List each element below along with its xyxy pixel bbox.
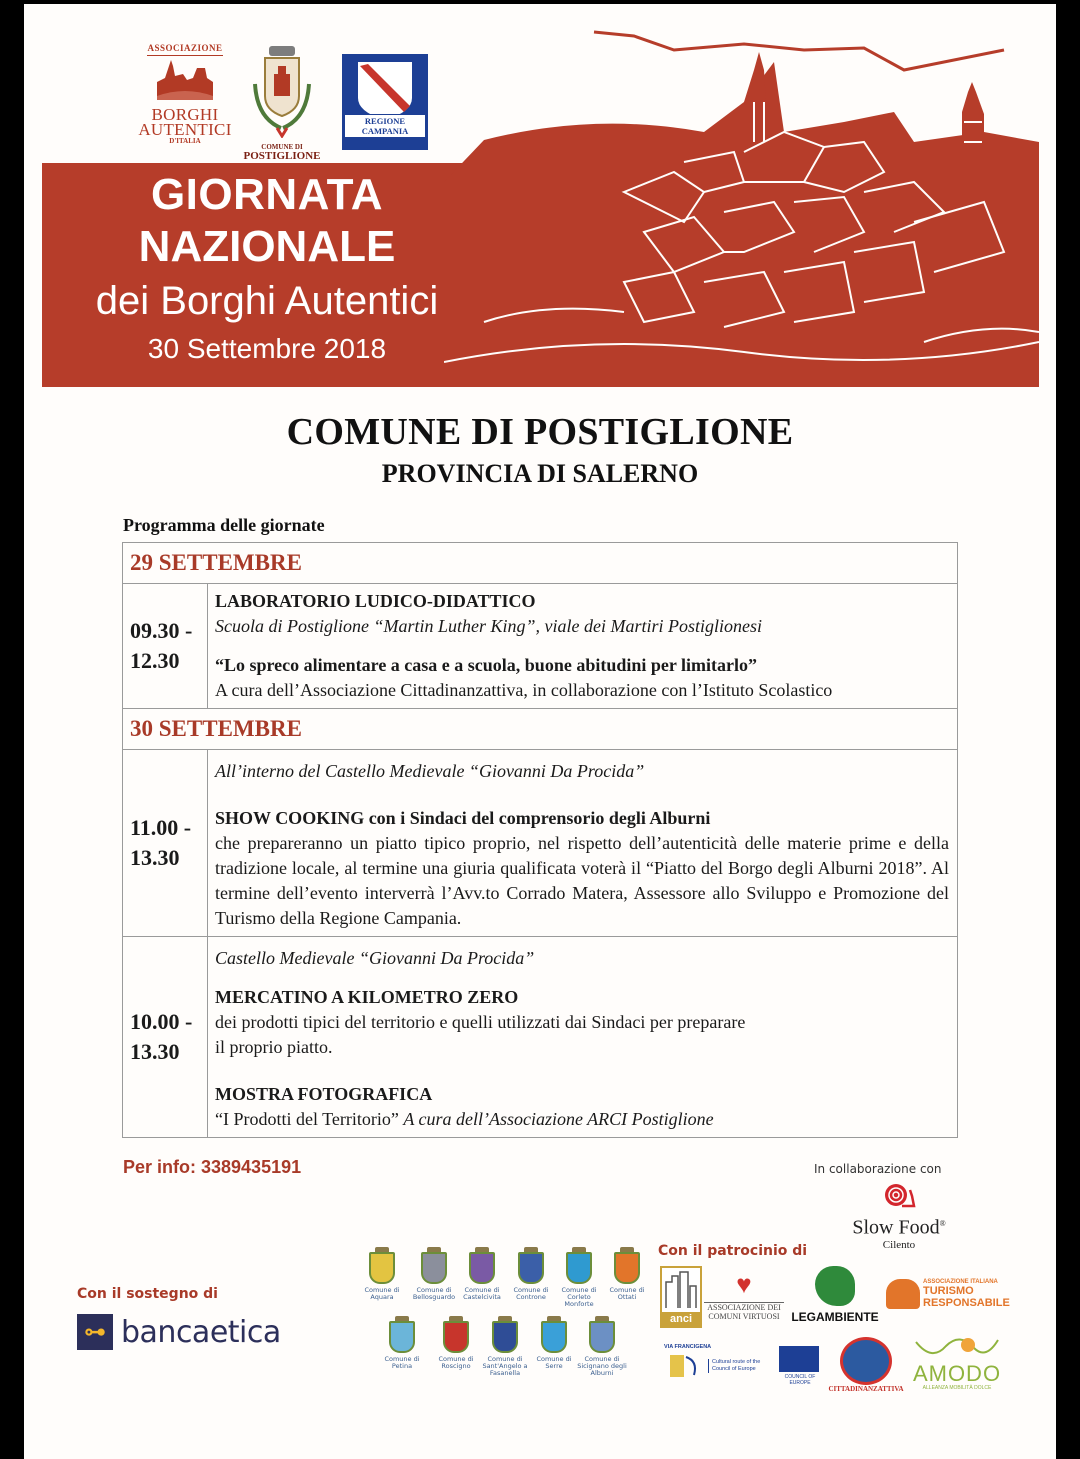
page-subtitle: PROVINCIA DI SALERNO: [381, 459, 699, 488]
crest-label-2: Petina: [391, 1362, 413, 1370]
heart-icon: ♥: [736, 1269, 752, 1299]
slow-food-logo: [836, 1182, 962, 1251]
crest-label-2: Sant'Angelo a Fasanella: [482, 1362, 528, 1377]
pilgrim-icon: [664, 1353, 704, 1379]
bancaetica-mark-icon: ⊶: [77, 1314, 113, 1350]
swan-icon: [815, 1266, 855, 1306]
shield-icon: [421, 1252, 447, 1284]
anci-label: anci: [662, 1312, 700, 1326]
cittadinanzattiva-label: CITTADINANZATTIVA: [828, 1385, 904, 1393]
time-start: 09.30 -: [130, 618, 193, 643]
comune-logo-line1: COMUNE DI: [261, 143, 303, 151]
banner-line3: dei Borghi Autentici: [95, 279, 439, 323]
time-cell: [123, 937, 208, 1138]
time-start: 10.00 -: [130, 1009, 193, 1034]
crest-label-1: Comune di: [487, 1355, 523, 1363]
shield-icon: [541, 1321, 567, 1353]
shield-icon: [492, 1321, 518, 1353]
comune-logo-line2: POSTIGLIONE: [243, 150, 321, 162]
event-cell: [208, 937, 958, 1138]
towers-icon: [662, 1268, 700, 1310]
time-end: 13.30: [130, 845, 180, 870]
banner-text: [42, 163, 492, 369]
event2-line: [215, 1107, 949, 1132]
slow-food-name: [836, 1213, 962, 1239]
comune-crest: [355, 1247, 409, 1301]
day-heading: 29 SETTEMBRE: [123, 543, 958, 584]
event-location: Scuola di Postiglione “Martin Luther King”, viale dei Martiri Postiglionesi: [215, 616, 762, 636]
coat-of-arms-icon: [247, 44, 317, 138]
crest-label-1: Comune di: [464, 1286, 500, 1294]
shield-icon: [614, 1252, 640, 1284]
coe-stars-icon: [779, 1346, 819, 1372]
event-cell: [208, 750, 958, 937]
event2-title: MOSTRA FOTOGRAFICA: [215, 1084, 433, 1104]
shield-icon: [389, 1321, 415, 1353]
table-row: [123, 937, 958, 1138]
francigena-label: VIA FRANCIGENA: [664, 1344, 712, 1350]
event-title: MERCATINO A KILOMETRO ZERO: [215, 987, 519, 1007]
cittadinanzattiva-logo: [826, 1337, 906, 1393]
coe-label: COUNCIL OF EUROPE: [784, 1374, 816, 1386]
table-row: [123, 750, 958, 937]
event-location: All’interno del Castello Medievale “Giovanni Da Procida”: [215, 761, 645, 781]
crest-label-1: Comune di: [416, 1286, 452, 1294]
comuni-virtuosi-logo: [704, 1266, 784, 1321]
comune-crest: [600, 1247, 654, 1301]
poster-page: [24, 4, 1056, 1459]
event2-quote: “I Prodotti del Territorio”: [215, 1109, 399, 1129]
crest-label-1: Comune di: [609, 1286, 645, 1294]
legambiente-logo: [789, 1266, 881, 1324]
slow-food-region: Cilento: [882, 1238, 916, 1251]
crest-label-1: Comune di: [364, 1286, 400, 1294]
day-heading: 30 SETTEMBRE: [123, 709, 958, 750]
bancaetica-logo: [77, 1314, 281, 1350]
via-francigena-logo: [664, 1344, 774, 1379]
table-row: [123, 584, 958, 709]
francigena-sub: Cultural route of the Council of Europe: [708, 1359, 768, 1373]
council-of-europe-logo: [779, 1344, 821, 1386]
turismo-word: TURISMO: [923, 1285, 974, 1297]
event-note: A cura dell’Associazione Cittadinanzattiva, in collaborazione con l’Istituto Scolastico: [215, 680, 833, 700]
shield-icon: [469, 1252, 495, 1284]
crest-label-1: Comune di: [384, 1355, 420, 1363]
programme-table: [122, 542, 958, 1138]
time-end: 13.30: [130, 1039, 180, 1064]
crest-label-1: Comune di: [584, 1355, 620, 1363]
collaboration-label: In collaborazione con: [814, 1162, 942, 1176]
comune-crest: [552, 1247, 606, 1308]
responsabile-word: RESPONSABILE: [923, 1297, 1010, 1309]
shield-icon: [566, 1252, 592, 1284]
day-row: [123, 543, 958, 584]
comune-crest: [575, 1316, 629, 1377]
banner-line2: NAZIONALE: [138, 222, 396, 271]
page-title: COMUNE DI POSTIGLIONE: [286, 411, 794, 453]
event-title: SHOW COOKING con i Sindaci del comprensorio degli Alburni: [215, 808, 711, 828]
event-description-line2: il proprio piatto.: [215, 1037, 333, 1057]
regione-campania-logo: [342, 54, 428, 150]
event-subtitle: “Lo spreco alimentare a casa e a scuola, buone abitudini per limitarlo”: [215, 655, 758, 675]
day-row: [123, 709, 958, 750]
crest-label-2: Corleto Monforte: [564, 1293, 594, 1308]
registered-mark: ®: [939, 1219, 946, 1228]
event-location: Castello Medievale “Giovanni Da Procida”: [215, 948, 535, 968]
time-start: 11.00 -: [130, 815, 192, 840]
event-description: che prepareranno un piatto tipico proprio, nel rispetto dell’autenticità delle materie prime e della tradizione locale, al termine una giuria qualificata voterà il “Piatto del Borgo degli Alburni 2018”. Al termine dell’evento interverrà l’Avv.to Corrado Matera, Assessore allo Sviluppo e Promozione del Turismo della Regione Campania.: [215, 833, 949, 928]
snail-icon: [882, 1182, 916, 1208]
comune-crest: [455, 1247, 509, 1301]
patronage-label: Con il patrocinio di: [658, 1243, 808, 1259]
logo-assoc-text: ASSOCIAZIONE: [147, 43, 222, 56]
contact-info: Per info: 3389435191: [123, 1157, 302, 1177]
village-illustration: [444, 22, 1039, 387]
comune-crest: [478, 1316, 532, 1377]
crest-label-1: Comune di: [513, 1286, 549, 1294]
amodo-sub: ALLEANZA MOBILITÀ DOLCE: [922, 1385, 992, 1391]
comune-postiglione-logo: [230, 44, 334, 162]
turismo-label: [923, 1279, 1010, 1309]
amodo-logo: [912, 1336, 1002, 1391]
logo-autentici-text: AUTENTICI: [138, 120, 232, 139]
crest-label-1: Comune di: [438, 1355, 474, 1363]
banner-line1: GIORNATA: [150, 170, 384, 219]
crest-label-2: Bellosguardo: [412, 1293, 456, 1301]
comune-crest: [527, 1316, 581, 1370]
logo-borghi-text: BORGHI: [151, 105, 219, 124]
cittadinanzattiva-icon: [840, 1337, 892, 1385]
anci-logo: [660, 1266, 702, 1328]
crest-label-1: Comune di: [536, 1355, 572, 1363]
crest-label-2: Controne: [516, 1293, 546, 1301]
hearts-icon: [886, 1279, 920, 1309]
comune-crest: [429, 1316, 483, 1370]
event-description-line1: dei prodotti tipici del territorio e quelli utilizzati dai Sindaci per preparare: [215, 1012, 746, 1032]
event2-note: A cura dell’Associazione ARCI Postiglione: [403, 1109, 714, 1129]
logo-ditalia-text: D'ITALIA: [169, 137, 201, 145]
turismo-responsabile-logo: [886, 1279, 1010, 1309]
legambiente-label: LEGAMBIENTE: [791, 1310, 879, 1324]
event-title: LABORATORIO LUDICO-DIDATTICO: [215, 591, 536, 611]
wave-icon: [912, 1336, 1002, 1358]
slow-food-text: Slow Food: [852, 1216, 940, 1239]
comuni-virtuosi-label: ASSOCIAZIONE DEI COMUNI VIRTUOSI: [704, 1302, 784, 1321]
banner-date: 30 Settembre 2018: [147, 333, 387, 364]
time-cell: [123, 750, 208, 937]
crest-label-1: Comune di: [561, 1286, 597, 1294]
crest-label-2: Roscigno: [441, 1362, 471, 1370]
shield-icon: [369, 1252, 395, 1284]
amodo-label: AMODO: [912, 1361, 1002, 1386]
bancaetica-name: bancaetica: [121, 1314, 281, 1350]
programme-label: Programma delle giornate: [123, 515, 325, 535]
crest-label-2: Aquara: [370, 1293, 394, 1301]
regione-campania-label: REGIONE CAMPANIA: [344, 114, 426, 138]
crest-label-2: Castelcivita: [463, 1293, 501, 1301]
support-label: Con il sostegno di: [77, 1286, 218, 1302]
turismo-small: ASSOCIAZIONE ITALIANA: [923, 1279, 998, 1285]
village-emblem-icon: [153, 56, 217, 102]
event-cell: [208, 584, 958, 709]
comune-crest: [504, 1247, 558, 1301]
time-cell: [123, 584, 208, 709]
shield-icon: [589, 1321, 615, 1353]
crest-label-2: Sicignano degli Alburni: [577, 1362, 627, 1377]
time-end: 12.30: [130, 648, 180, 673]
shield-icon: [443, 1321, 469, 1353]
comune-crest: [407, 1247, 461, 1301]
shield-icon: [518, 1252, 544, 1284]
crest-label-2: Serre: [545, 1362, 563, 1370]
comune-crest: [375, 1316, 429, 1370]
crest-label-2: Ottati: [617, 1293, 637, 1301]
